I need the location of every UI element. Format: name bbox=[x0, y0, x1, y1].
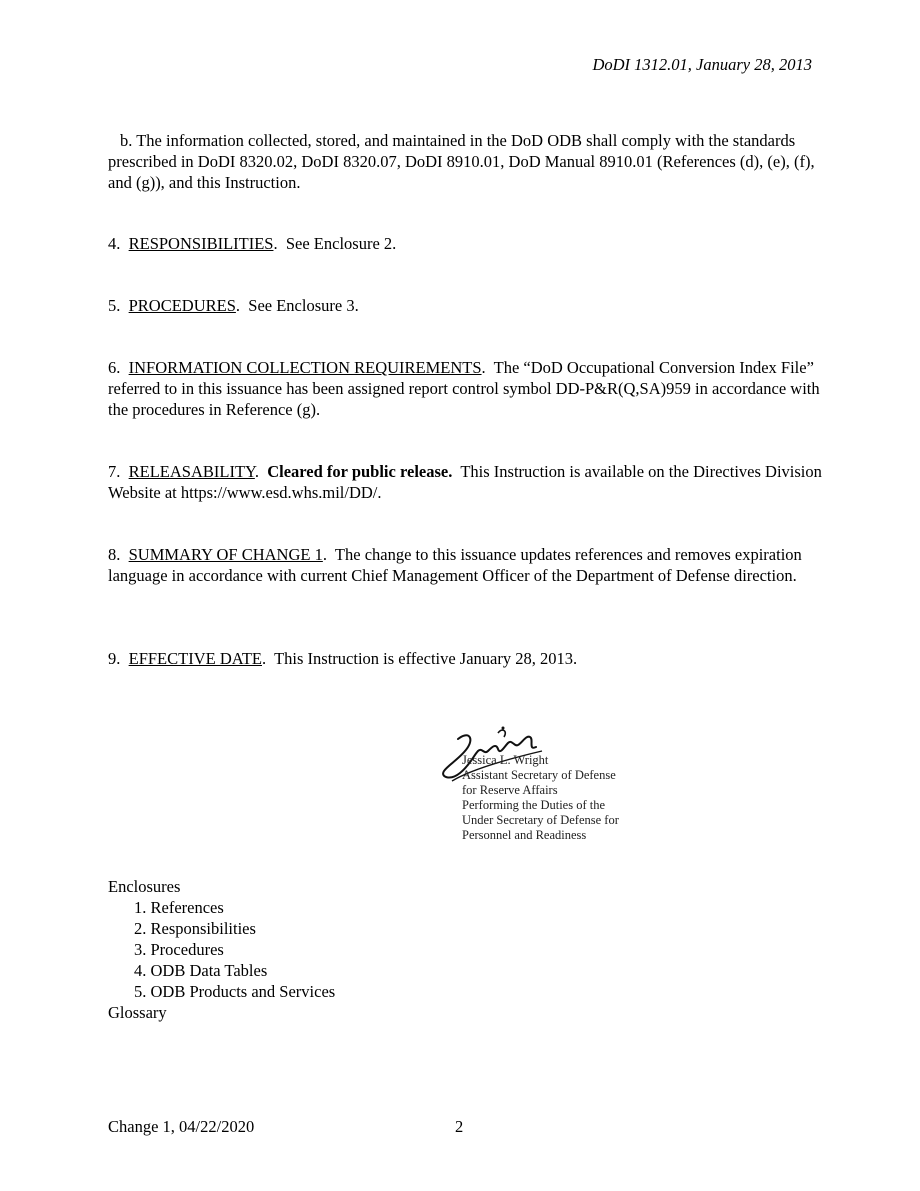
enclosure-item: 5. ODB Products and Services bbox=[134, 982, 336, 1001]
section-text: This Instruction is available on the Directives Division Website at https://www.esd.whs.mil/DD/. bbox=[108, 462, 822, 502]
section-text: See Enclosure 2. bbox=[285, 234, 397, 253]
section-heading: EFFECTIVE DATE bbox=[128, 649, 262, 668]
signature-line: Personnel and Readiness bbox=[462, 828, 587, 842]
page-number: 2 bbox=[455, 1117, 464, 1136]
enclosure-item: 3. Procedures bbox=[134, 940, 224, 959]
section-6: 6. INFORMATION COLLECTION REQUIREMENTS. The “DoD Occupational Conversion Index File” referred to in this issuance has been assigned report control symbol DD-P&R(Q,SA)959 in accordance with the procedures in Reference (g). bbox=[108, 358, 820, 419]
section-number: 5. bbox=[108, 296, 121, 315]
section-heading: SUMMARY OF CHANGE 1 bbox=[128, 545, 323, 564]
section-heading: RESPONSIBILITIES bbox=[128, 234, 274, 253]
page-header: DoDI 1312.01, January 28, 2013 bbox=[592, 55, 812, 74]
section-heading: RELEASABILITY bbox=[128, 462, 255, 481]
section-number: 6. bbox=[108, 358, 121, 377]
section-text: The “DoD Occupational Conversion Index File” referred to in this issuance has been assigned report control symbol DD-P&R(Q,SA)959 in accordance with the procedures in Reference (g). bbox=[108, 358, 820, 419]
section-heading: INFORMATION COLLECTION REQUIREMENTS bbox=[128, 358, 482, 377]
enclosure-item: 4. ODB Data Tables bbox=[134, 961, 268, 980]
section-text: The change to this issuance updates references and removes expiration language in accordance with current Chief Management Officer of the Department of Defense direction. bbox=[108, 545, 802, 585]
enclosures-label: Enclosures bbox=[108, 877, 181, 896]
section-text: See Enclosure 3. bbox=[248, 296, 359, 315]
section-text: This Instruction is effective January 28, 2013. bbox=[274, 649, 578, 668]
paragraph-b: b. The information collected, stored, and maintained in the DoD ODB shall comply with the standards prescribed in DoDI 8320.02, DoDI 8320.07, DoDI 8910.01, DoD Manual 8910.01 (References (d), (e), (f), and (g)), and this Instruction. bbox=[108, 131, 815, 192]
section-8: 8. SUMMARY OF CHANGE 1. The change to this issuance updates references and removes expiration language in accordance with current Chief Management Officer of the Department of Defense direction. bbox=[108, 545, 802, 585]
enclosures-list bbox=[108, 876, 335, 1023]
signature-line: for Reserve Affairs bbox=[462, 783, 558, 797]
section-4: 4. RESPONSIBILITIES. See Enclosure 2. bbox=[108, 234, 397, 253]
section-7: 7. RELEASABILITY. Cleared for public release. This Instruction is available on the Directives Division Website at https://www.esd.whs.mil/DD/. bbox=[108, 462, 822, 502]
section-heading: PROCEDURES bbox=[128, 296, 236, 315]
section-number: 9. bbox=[108, 649, 121, 668]
signature-block bbox=[462, 753, 619, 843]
glossary-label: Glossary bbox=[108, 1003, 167, 1022]
section-number: 8. bbox=[108, 545, 121, 564]
signature-line: Jessica L. Wright bbox=[462, 753, 549, 767]
signature-line: Performing the Duties of the bbox=[462, 798, 606, 812]
signature-line: Assistant Secretary of Defense bbox=[462, 768, 616, 782]
enclosure-item: 2. Responsibilities bbox=[134, 919, 256, 938]
section-5: 5. PROCEDURES. See Enclosure 3. bbox=[108, 296, 359, 315]
section-number: 7. bbox=[108, 462, 121, 481]
section-bold-text: Cleared for public release. bbox=[267, 462, 453, 481]
section-9: 9. EFFECTIVE DATE. This Instruction is effective January 28, 2013. bbox=[108, 649, 578, 668]
footer-change: Change 1, 04/22/2020 bbox=[108, 1117, 255, 1136]
section-number: 4. bbox=[108, 234, 121, 253]
signature-line: Under Secretary of Defense for bbox=[462, 813, 619, 827]
enclosure-item: 1. References bbox=[134, 898, 224, 917]
